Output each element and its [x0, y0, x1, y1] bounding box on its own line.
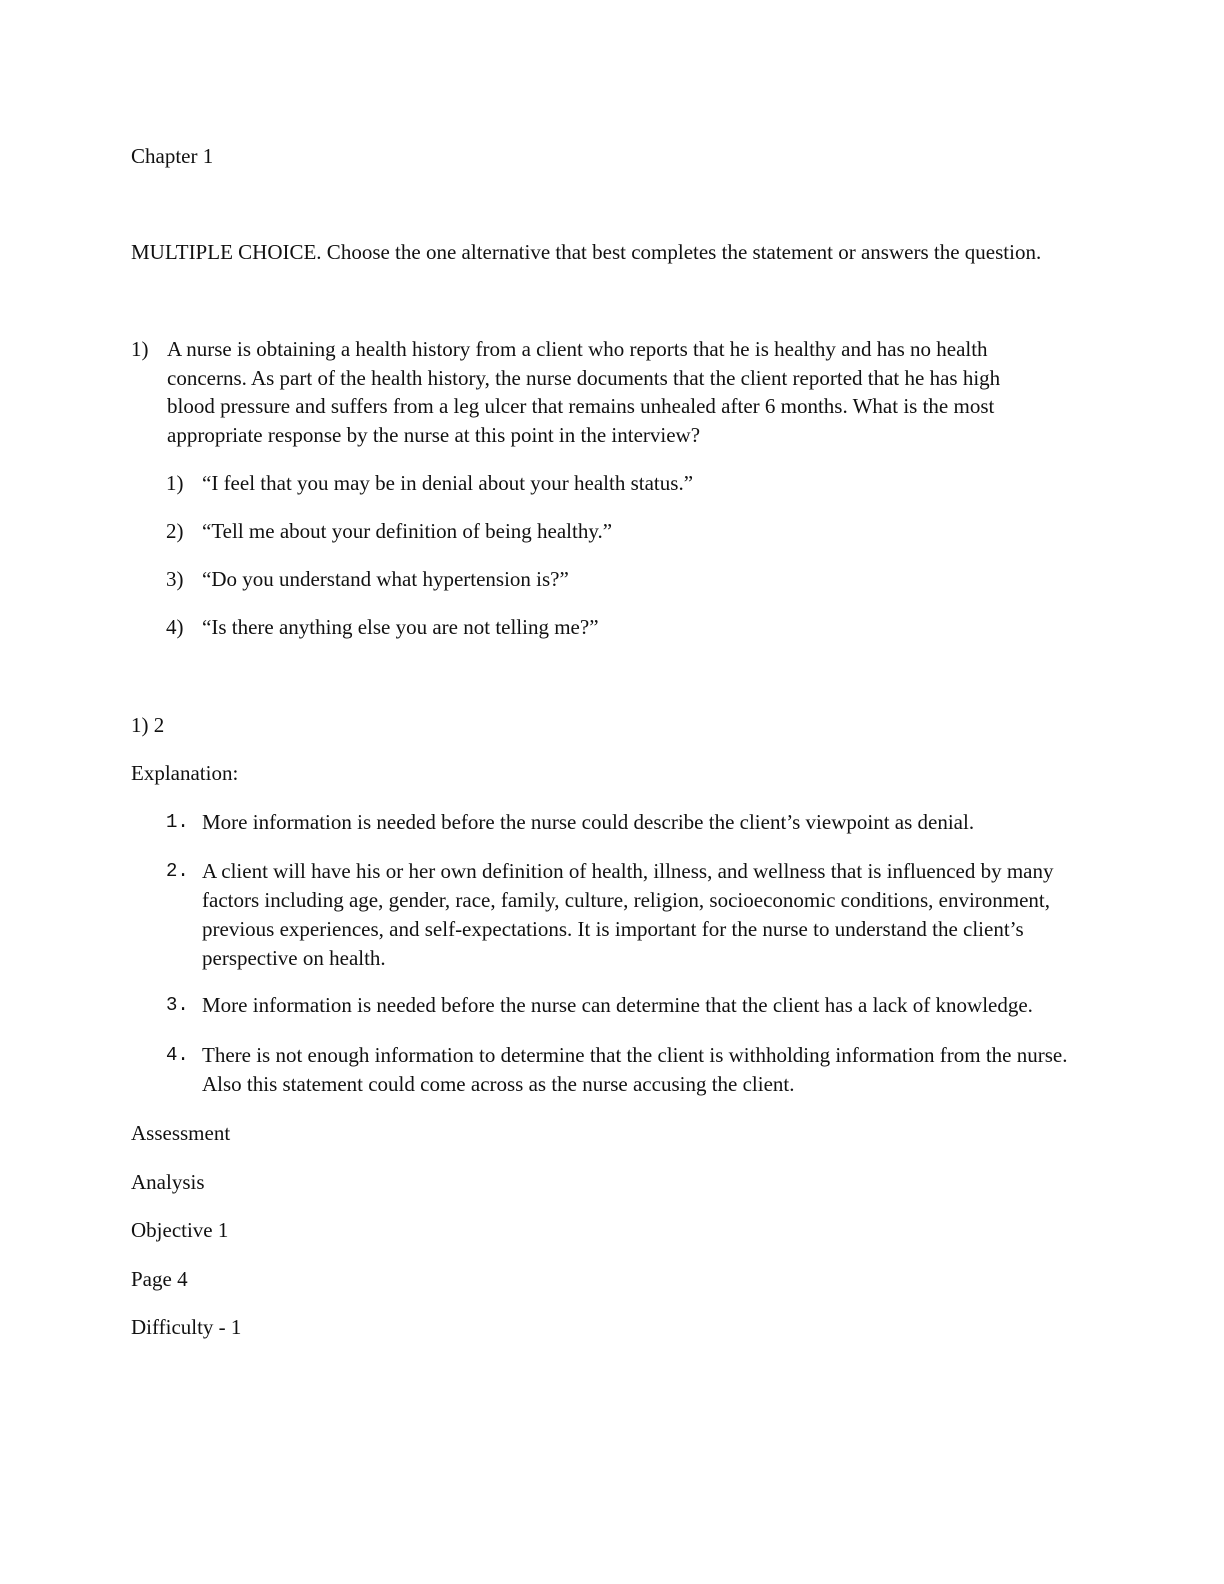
meta-cognitive-level: Analysis — [131, 1170, 205, 1194]
explanation-number: 3. — [166, 994, 189, 1016]
explanation-heading: Explanation: — [131, 761, 239, 785]
meta-page-reference: Page 4 — [131, 1267, 188, 1291]
answer-choice — [166, 469, 693, 497]
choice-text: “Do you understand what hypertension is?” — [202, 567, 569, 591]
explanation-number: 1. — [166, 811, 189, 833]
explanation-text: More information is needed before the nurse can determine that the client has a lack of knowledge. — [202, 993, 1033, 1017]
choice-number: 1) — [166, 471, 184, 495]
choice-text: “Is there anything else you are not telling me?” — [202, 615, 599, 639]
answer-key: 1) 2 — [131, 713, 165, 737]
answer-choice — [166, 517, 612, 545]
question-stem: A nurse is obtaining a health history from a client who reports that he is healthy and has no health concerns. As part of the health history, the nurse documents that the client reported that he has high blood pressure and suffers from a leg ulcer that remains unhealed after 6 months. What is the most appropriate response by the nurse at this point in the interview? — [167, 337, 1001, 447]
choice-number: 2) — [166, 519, 184, 543]
meta-objective: Objective 1 — [131, 1218, 229, 1242]
choice-text: “I feel that you may be in denial about your health status.” — [202, 471, 694, 495]
explanation-number: 4. — [166, 1044, 189, 1066]
choice-number: 4) — [166, 615, 184, 639]
section-instructions: MULTIPLE CHOICE. Choose the one alternative that best completes the statement or answers the question. — [131, 240, 1042, 264]
chapter-heading: Chapter 1 — [131, 144, 214, 168]
choice-text: “Tell me about your definition of being healthy.” — [202, 519, 613, 543]
explanation-number: 2. — [166, 860, 189, 882]
question-number: 1) — [131, 337, 149, 361]
explanation-text: More information is needed before the nurse could describe the client’s viewpoint as denial. — [202, 810, 975, 834]
meta-difficulty: Difficulty - 1 — [131, 1315, 242, 1339]
choice-number: 3) — [166, 567, 184, 591]
explanation-text: There is not enough information to determine that the client is withholding information from the nurse. Also this statement could come across as the nurse accusing the client. — [202, 1043, 1068, 1096]
answer-choice — [166, 613, 599, 641]
answer-choice — [166, 565, 569, 593]
explanation-text: A client will have his or her own definition of health, illness, and wellness that is influenced by many factors including age, gender, race, family, culture, religion, socioeconomic conditions, environment, previous experiences, and self-expectations. It is important for the nurse to understand the client’s perspective on health. — [202, 859, 1054, 970]
meta-nursing-process: Assessment — [131, 1121, 231, 1145]
